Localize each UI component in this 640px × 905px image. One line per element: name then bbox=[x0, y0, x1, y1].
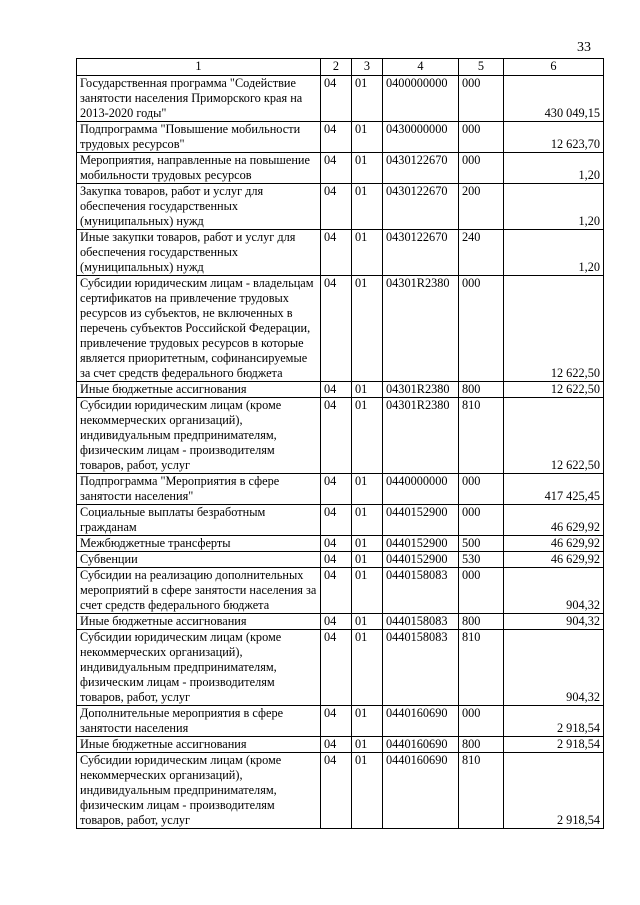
row-target-article-cell: 0440158083 bbox=[383, 614, 459, 630]
row-target-article-cell: 0440152900 bbox=[383, 505, 459, 536]
row-name-cell: Субсидии юридическим лицам - владельцам сертификатов на привлечение трудовых ресурсов из субъектов, не включенных в перечень субъектов Российской Федерации, привлечение трудовых ресурсов в которые является приоритетным, софинансируемые за счет средств федерального бюджета bbox=[77, 276, 321, 382]
header-cell-1: 1 bbox=[77, 59, 321, 76]
table-row bbox=[77, 474, 604, 505]
row-name-cell: Социальные выплаты безработным гражданам bbox=[77, 505, 321, 536]
row-section-cell: 04 bbox=[321, 184, 352, 230]
row-amount-cell: 904,32 bbox=[504, 630, 604, 706]
row-amount-cell: 2 918,54 bbox=[504, 706, 604, 737]
row-subsection-cell: 01 bbox=[352, 122, 383, 153]
row-amount-cell: 1,20 bbox=[504, 153, 604, 184]
table-row bbox=[77, 230, 604, 276]
row-section-cell: 04 bbox=[321, 382, 352, 398]
row-section-cell: 04 bbox=[321, 122, 352, 153]
row-target-article-cell: 0440152900 bbox=[383, 536, 459, 552]
row-section-cell: 04 bbox=[321, 753, 352, 829]
row-amount-cell: 46 629,92 bbox=[504, 536, 604, 552]
row-target-article-cell: 0440160690 bbox=[383, 737, 459, 753]
row-expense-type-cell: 000 bbox=[459, 706, 504, 737]
budget-table bbox=[76, 58, 604, 829]
row-subsection-cell: 01 bbox=[352, 630, 383, 706]
row-subsection-cell: 01 bbox=[352, 474, 383, 505]
row-section-cell: 04 bbox=[321, 706, 352, 737]
table-row bbox=[77, 122, 604, 153]
table-row bbox=[77, 382, 604, 398]
row-target-article-cell: 0440158083 bbox=[383, 568, 459, 614]
row-amount-cell: 12 622,50 bbox=[504, 398, 604, 474]
row-section-cell: 04 bbox=[321, 737, 352, 753]
row-amount-cell: 2 918,54 bbox=[504, 737, 604, 753]
row-name-cell: Иные закупки товаров, работ и услуг для обеспечения государственных (муниципальных) нужд bbox=[77, 230, 321, 276]
table-row bbox=[77, 505, 604, 536]
row-section-cell: 04 bbox=[321, 76, 352, 122]
row-target-article-cell: 0440160690 bbox=[383, 753, 459, 829]
header-cell-4: 4 bbox=[383, 59, 459, 76]
header-cell-3: 3 bbox=[352, 59, 383, 76]
row-subsection-cell: 01 bbox=[352, 382, 383, 398]
row-expense-type-cell: 000 bbox=[459, 153, 504, 184]
row-name-cell: Закупка товаров, работ и услуг для обеспечения государственных (муниципальных) нужд bbox=[77, 184, 321, 230]
row-section-cell: 04 bbox=[321, 474, 352, 505]
header-cell-6: 6 bbox=[504, 59, 604, 76]
header-cell-5: 5 bbox=[459, 59, 504, 76]
row-section-cell: 04 bbox=[321, 505, 352, 536]
row-name-cell: Субвенции bbox=[77, 552, 321, 568]
row-expense-type-cell: 800 bbox=[459, 737, 504, 753]
row-expense-type-cell: 810 bbox=[459, 753, 504, 829]
row-amount-cell: 46 629,92 bbox=[504, 552, 604, 568]
header-row bbox=[77, 59, 604, 76]
table-row bbox=[77, 76, 604, 122]
row-amount-cell: 1,20 bbox=[504, 184, 604, 230]
row-subsection-cell: 01 bbox=[352, 505, 383, 536]
page-number: 33 bbox=[577, 40, 591, 55]
row-amount-cell: 904,32 bbox=[504, 614, 604, 630]
row-target-article-cell: 0440152900 bbox=[383, 552, 459, 568]
table-row bbox=[77, 184, 604, 230]
row-expense-type-cell: 000 bbox=[459, 474, 504, 505]
row-target-article-cell: 0430000000 bbox=[383, 122, 459, 153]
row-section-cell: 04 bbox=[321, 630, 352, 706]
row-subsection-cell: 01 bbox=[352, 153, 383, 184]
table-row bbox=[77, 614, 604, 630]
row-expense-type-cell: 810 bbox=[459, 398, 504, 474]
row-name-cell: Субсидии юридическим лицам (кроме некоммерческих организаций), индивидуальным предпринимателям, физическим лицам - производителям товаров, работ, услуг bbox=[77, 630, 321, 706]
row-name-cell: Субсидии на реализацию дополнительных мероприятий в сфере занятости населения за счет средств федерального бюджета bbox=[77, 568, 321, 614]
row-target-article-cell: 0440000000 bbox=[383, 474, 459, 505]
row-amount-cell: 417 425,45 bbox=[504, 474, 604, 505]
row-expense-type-cell: 000 bbox=[459, 122, 504, 153]
row-subsection-cell: 01 bbox=[352, 614, 383, 630]
table-header bbox=[77, 59, 604, 76]
table-row bbox=[77, 753, 604, 829]
row-expense-type-cell: 500 bbox=[459, 536, 504, 552]
row-subsection-cell: 01 bbox=[352, 76, 383, 122]
row-section-cell: 04 bbox=[321, 153, 352, 184]
row-amount-cell: 904,32 bbox=[504, 568, 604, 614]
table-row bbox=[77, 552, 604, 568]
row-subsection-cell: 01 bbox=[352, 706, 383, 737]
table-row bbox=[77, 276, 604, 382]
row-name-cell: Иные бюджетные ассигнования bbox=[77, 614, 321, 630]
row-name-cell: Иные бюджетные ассигнования bbox=[77, 737, 321, 753]
row-amount-cell: 12 622,50 bbox=[504, 382, 604, 398]
table-body bbox=[77, 76, 604, 829]
row-subsection-cell: 01 bbox=[352, 230, 383, 276]
table-row bbox=[77, 153, 604, 184]
row-target-article-cell: 0430122670 bbox=[383, 230, 459, 276]
row-name-cell: Иные бюджетные ассигнования bbox=[77, 382, 321, 398]
row-name-cell: Мероприятия, направленные на повышение мобильности трудовых ресурсов bbox=[77, 153, 321, 184]
table-row bbox=[77, 536, 604, 552]
row-subsection-cell: 01 bbox=[352, 737, 383, 753]
row-name-cell: Субсидии юридическим лицам (кроме некоммерческих организаций), индивидуальным предпринимателям, физическим лицам - производителям товаров, работ, услуг bbox=[77, 753, 321, 829]
row-target-article-cell: 0440158083 bbox=[383, 630, 459, 706]
row-section-cell: 04 bbox=[321, 276, 352, 382]
row-subsection-cell: 01 bbox=[352, 568, 383, 614]
row-expense-type-cell: 000 bbox=[459, 505, 504, 536]
row-name-cell: Государственная программа "Содействие занятости населения Приморского края на 2013-2020 годы" bbox=[77, 76, 321, 122]
row-subsection-cell: 01 bbox=[352, 276, 383, 382]
row-amount-cell: 2 918,54 bbox=[504, 753, 604, 829]
row-section-cell: 04 bbox=[321, 398, 352, 474]
row-section-cell: 04 bbox=[321, 614, 352, 630]
row-expense-type-cell: 000 bbox=[459, 276, 504, 382]
row-amount-cell: 12 623,70 bbox=[504, 122, 604, 153]
row-target-article-cell: 0430122670 bbox=[383, 184, 459, 230]
table-row bbox=[77, 630, 604, 706]
row-name-cell: Субсидии юридическим лицам (кроме некоммерческих организаций), индивидуальным предпринимателям, физическим лицам - производителям товаров, работ, услуг bbox=[77, 398, 321, 474]
row-name-cell: Дополнительные мероприятия в сфере занятости населения bbox=[77, 706, 321, 737]
table-row bbox=[77, 398, 604, 474]
row-target-article-cell: 04301R2380 bbox=[383, 398, 459, 474]
row-target-article-cell: 0440160690 bbox=[383, 706, 459, 737]
row-target-article-cell: 04301R2380 bbox=[383, 382, 459, 398]
row-expense-type-cell: 810 bbox=[459, 630, 504, 706]
header-cell-2: 2 bbox=[321, 59, 352, 76]
row-expense-type-cell: 800 bbox=[459, 382, 504, 398]
row-name-cell: Межбюджетные трансферты bbox=[77, 536, 321, 552]
row-expense-type-cell: 000 bbox=[459, 76, 504, 122]
row-target-article-cell: 0430122670 bbox=[383, 153, 459, 184]
row-amount-cell: 430 049,15 bbox=[504, 76, 604, 122]
row-section-cell: 04 bbox=[321, 536, 352, 552]
row-subsection-cell: 01 bbox=[352, 536, 383, 552]
table-row bbox=[77, 706, 604, 737]
row-expense-type-cell: 530 bbox=[459, 552, 504, 568]
row-subsection-cell: 01 bbox=[352, 552, 383, 568]
row-target-article-cell: 0400000000 bbox=[383, 76, 459, 122]
row-subsection-cell: 01 bbox=[352, 184, 383, 230]
row-amount-cell: 46 629,92 bbox=[504, 505, 604, 536]
row-expense-type-cell: 240 bbox=[459, 230, 504, 276]
row-name-cell: Подпрограмма "Мероприятия в сфере занятости населения" bbox=[77, 474, 321, 505]
row-amount-cell: 1,20 bbox=[504, 230, 604, 276]
row-subsection-cell: 01 bbox=[352, 753, 383, 829]
table-row bbox=[77, 737, 604, 753]
row-section-cell: 04 bbox=[321, 230, 352, 276]
row-expense-type-cell: 000 bbox=[459, 568, 504, 614]
row-name-cell: Подпрограмма "Повышение мобильности трудовых ресурсов" bbox=[77, 122, 321, 153]
row-subsection-cell: 01 bbox=[352, 398, 383, 474]
table-row bbox=[77, 568, 604, 614]
row-section-cell: 04 bbox=[321, 568, 352, 614]
row-expense-type-cell: 200 bbox=[459, 184, 504, 230]
row-amount-cell: 12 622,50 bbox=[504, 276, 604, 382]
row-section-cell: 04 bbox=[321, 552, 352, 568]
row-target-article-cell: 04301R2380 bbox=[383, 276, 459, 382]
row-expense-type-cell: 800 bbox=[459, 614, 504, 630]
